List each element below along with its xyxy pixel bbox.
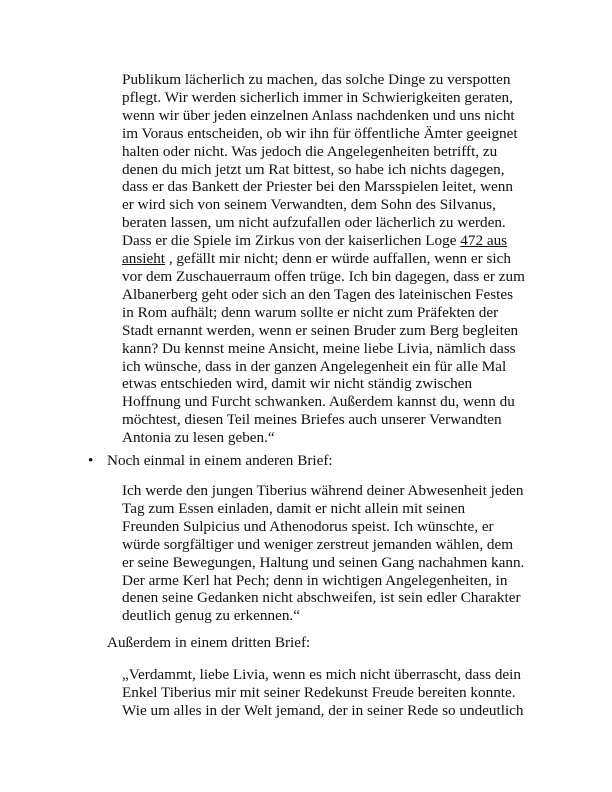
- text-line: Enkel Tiberius mir mit seiner Redekunst Freude bereiten konnte.: [122, 683, 516, 701]
- text-line: Ich werde den jungen Tiberius während deiner Abwesenheit jeden: [122, 482, 524, 499]
- text-line-with-link: [122, 250, 522, 268]
- text-line: Wie um alles in der Welt jemand, der in seiner Rede so undeutlich: [122, 701, 524, 719]
- bullet-text: Noch einmal in einem anderen Brief:: [107, 452, 333, 469]
- text-line: etwas entschieden wird, damit wir nicht ständig zwischen: [122, 375, 473, 393]
- text-line: dass er das Bankett der Priester bei den Marsspielen leitet, wenn: [122, 178, 513, 196]
- text-line: er wird sich von seinem Verwandten, dem Sohn des Silvanus,: [122, 196, 496, 214]
- text-line: „Verdammt, liebe Livia, wenn es mich nicht überrascht, dass dein: [122, 666, 521, 683]
- text-line: möchtest, diesen Teil meines Briefes auch unserer Verwandten: [122, 411, 502, 429]
- text-fragment: , gefällt mir nicht; denn er würde auffallen, wenn er sich: [165, 250, 511, 268]
- text-line: Publikum lächerlich zu machen, das solche Dinge zu verspotten: [122, 71, 511, 88]
- text-line: vor dem Zuschauerraum offen trüge. Ich bin dagegen, dass er zum: [122, 267, 525, 285]
- text-line: Freunden Sulpicius und Athenodorus speist. Ich wünschte, er: [122, 517, 494, 535]
- text-line: Tag zum Essen einladen, damit er nicht allein mit seinen: [122, 499, 466, 517]
- text-line: denen seine Gedanken nicht abschweifen, ist sein edler Charakter: [122, 589, 521, 607]
- paragraph-intro: Außerdem in einem dritten Brief:: [107, 634, 311, 651]
- text-line: in Rom aufhält; denn warum sollte er nicht zum Präfekten der: [122, 303, 499, 321]
- text-line: wenn wir über jeden einzelnen Anlass nachdenken und uns nicht: [122, 106, 515, 124]
- text-line: pflegt. Wir werden sicherlich immer in Schwierigkeiten geraten,: [122, 88, 513, 106]
- quote-block-3: [122, 666, 522, 720]
- quote-block-1: [122, 71, 525, 447]
- text-line: im Voraus entscheiden, ob wir ihn für öffentliche Ämter geeignet: [122, 124, 518, 142]
- text-line: denen du mich jetzt um Rat bittest, so habe ich nichts dagegen,: [122, 160, 505, 178]
- quote-block-2: [122, 482, 525, 625]
- text-line: Der arme Kerl hat Pech; denn in wichtigen Angelegenheiten, in: [122, 571, 508, 589]
- text-line: Antonia zu lesen geben.“: [122, 429, 275, 447]
- text-line: würde sorgfältiger und weniger zerstreut jemanden wählen, dem: [122, 535, 514, 553]
- bullet-icon: •: [88, 452, 94, 469]
- text-line: beraten lassen, um nicht aufzufallen oder lächerlich zu werden.: [122, 214, 506, 232]
- text-line: halten oder nicht. Was jedoch die Angelegenheiten betrifft, zu: [122, 142, 498, 160]
- page-reference-link[interactable]: 472 aus: [460, 232, 508, 250]
- text-line: er seine Bewegungen, Haltung und seinen Gang nachahmen kann.: [122, 553, 525, 571]
- text-line: Hoffnung und Furcht schwanken. Außerdem kannst du, wenn du: [122, 393, 515, 411]
- text-fragment: Dass er die Spiele im Zirkus von der kaiserlichen Loge: [122, 232, 461, 250]
- text-line: Albanerberg geht oder sich an den Tagen des lateinischen Festes: [122, 285, 514, 303]
- text-line: kann? Du kennst meine Ansicht, meine liebe Livia, nämlich dass: [122, 339, 516, 357]
- page-reference-link-continued[interactable]: ansieht: [122, 250, 166, 268]
- text-line-with-link: [122, 232, 522, 250]
- text-line: ich wünsche, dass in der ganzen Angelegenheit ein für alle Mal: [122, 357, 507, 375]
- text-line: Stadt ernannt werden, wenn er seinen Bruder zum Berg begleiten: [122, 321, 519, 339]
- text-line: deutlich genug zu erkennen.“: [122, 607, 300, 625]
